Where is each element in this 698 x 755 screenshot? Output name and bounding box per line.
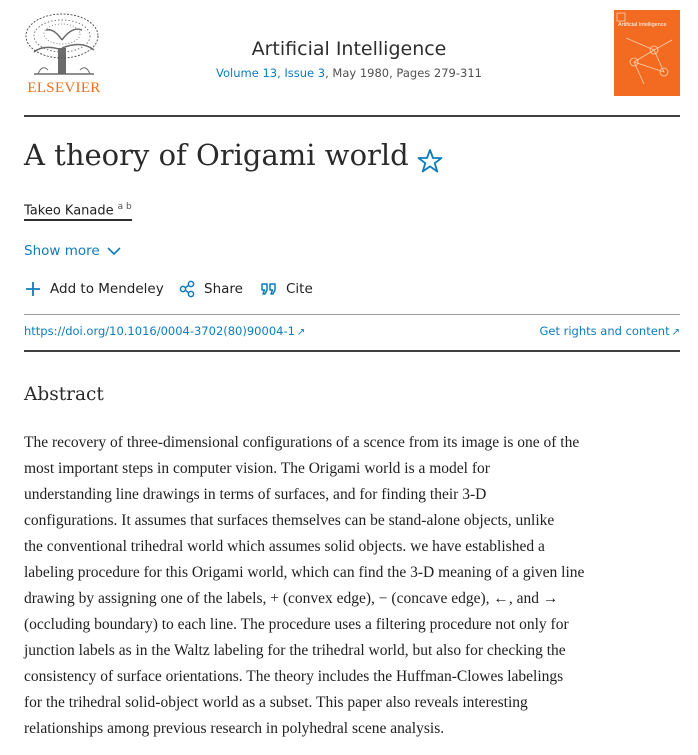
issue-link[interactable]: Volume 13, Issue 3 [216,66,326,80]
author-link[interactable] [24,202,132,221]
abstract-line: drawing by assigning one of the labels, + (convex edge), − (concave edge), ←, and → [24,590,559,607]
share-icon [178,280,196,298]
cite-label: Cite [286,281,313,297]
show-more-button[interactable] [24,243,121,259]
abstract-line: relationships among previous research in polyhedral scene analysis. [24,720,445,737]
abstract-line: labeling procedure for this Origami world, which can find the 3-D meaning of a given line [24,564,585,581]
journal-title[interactable]: Artificial Intelligence [251,38,447,60]
doi-link[interactable] [24,324,305,338]
abstract-heading: Abstract [24,384,104,405]
actions-divider [24,314,680,315]
abstract-line: understanding line drawings in terms of surfaces, and for finding their 3-D [24,486,487,503]
rights-link[interactable] [539,324,680,338]
add-to-mendeley-button[interactable] [24,280,164,298]
cover-diagram-icon [614,10,680,96]
abstract-line: configurations. It assumes that surfaces themselves can be stand-alone objects, unlike [24,512,555,529]
chevron-down-icon [107,247,121,256]
abstract-line: for the trihedral solid-object world as a subset. This paper also reveals interesting [24,694,528,711]
author-affiliations: a b [117,202,132,212]
article-title: A theory of Origami world [24,138,409,172]
share-label: Share [204,281,243,297]
plus-icon [24,280,42,298]
star-icon[interactable] [417,148,443,174]
doi-text: https://doi.org/10.1016/0004-3702(80)90004-1 [24,324,295,338]
rights-text: Get rights and content [539,324,670,338]
cite-button[interactable] [260,280,313,298]
quote-icon [260,280,278,298]
show-more-label: Show more [24,243,100,259]
author-name: Takeo Kanade [24,203,114,219]
abstract-line: The recovery of three-dimensional configurations of a scence from its image is one of the [24,434,580,451]
abstract-text [24,430,682,742]
issue-info [120,66,578,80]
mendeley-label: Add to Mendeley [50,281,164,297]
share-button[interactable] [178,280,243,298]
abstract-line: the conventional trihedral world which assumes solid objects. we have established a [24,538,545,555]
publisher-name: ELSEVIER [27,80,101,96]
journal-header [120,38,578,80]
issue-details: , May 1980, Pages 279-311 [325,66,482,80]
abstract-line: most important steps in computer vision. The Origami world is a model for [24,460,490,477]
links-divider [24,350,680,352]
abstract-line: (occluding boundary) to each line. The procedure uses a filtering procedure not only for [24,616,569,633]
external-link-icon: ↗ [296,327,306,338]
cover-title: Artificial Intelligence [618,22,667,28]
journal-cover[interactable] [614,10,680,96]
abstract-line: junction labels as in the Waltz labeling for the trihedral world, but also for checking the [24,642,566,659]
abstract-line: consistency of surface orientations. The theory includes the Huffman-Clowes labelings [24,668,564,685]
external-link-icon: ↗ [671,327,680,338]
header-divider [24,115,680,117]
